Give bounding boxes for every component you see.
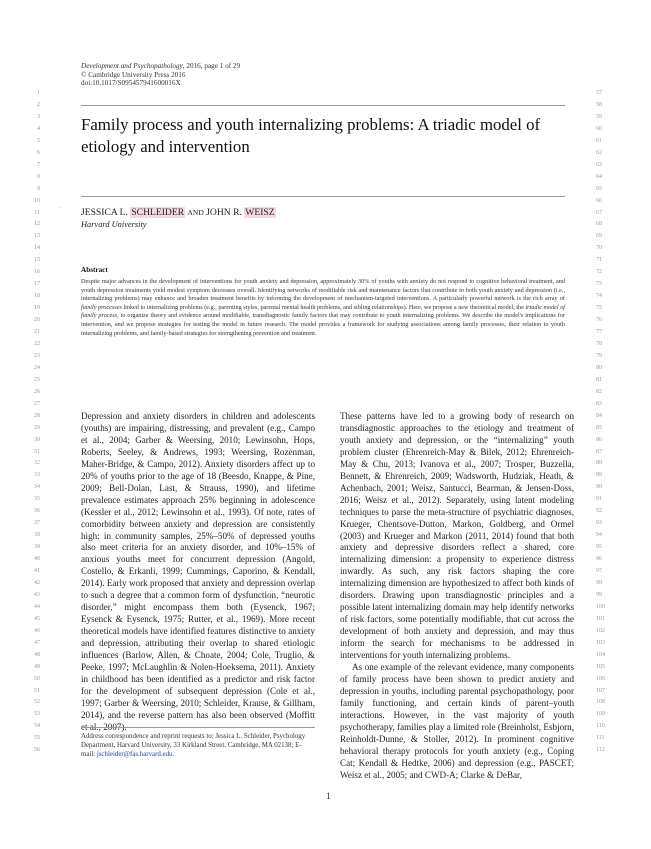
- line-number: 67: [596, 209, 602, 216]
- line-number: 58: [596, 101, 602, 108]
- line-number: 21: [34, 329, 40, 335]
- line-number: 69: [596, 233, 602, 240]
- line-number: 16: [34, 269, 40, 276]
- line-number: 107: [596, 687, 605, 694]
- line-number: 24: [34, 364, 40, 371]
- line-number: 27: [34, 400, 40, 407]
- line-number: 87: [596, 448, 602, 455]
- line-number: 51: [34, 687, 40, 694]
- author2-first: JOHN R.: [206, 207, 242, 218]
- line-number: 92: [596, 508, 602, 515]
- abstract-italic1: family processes: [81, 303, 122, 311]
- line-number: 75: [596, 305, 602, 312]
- line-number: 39: [34, 544, 40, 551]
- author1-first: JESSICA L.: [81, 207, 128, 218]
- body-right-column: [340, 411, 574, 782]
- line-number: 94: [596, 532, 602, 539]
- line-number: 93: [596, 520, 602, 527]
- author-and: AND: [187, 208, 204, 217]
- line-number: 98: [596, 579, 602, 586]
- line-number: 100: [596, 603, 605, 610]
- line-number: 85: [596, 424, 602, 431]
- line-number: 28: [34, 412, 40, 419]
- line-number: 6: [37, 149, 40, 156]
- footnote: [81, 732, 315, 760]
- line-number: 43: [34, 591, 40, 598]
- line-number: 32: [34, 460, 40, 467]
- abstract-italic2: triadic model of family process: [81, 303, 566, 320]
- line-number: 35: [34, 496, 40, 503]
- line-number: 77: [596, 329, 602, 335]
- line-number: 30: [34, 436, 40, 443]
- line-number: 89: [596, 472, 602, 479]
- line-number: 65: [596, 185, 602, 192]
- line-number: 53: [34, 711, 40, 718]
- abstract-heading: Abstract: [81, 266, 108, 274]
- line-number: 96: [596, 556, 602, 563]
- line-number: 112: [596, 747, 605, 754]
- line-number: 73: [596, 281, 602, 288]
- body-left-column: [81, 411, 315, 734]
- body-paragraph: These patterns have led to a growing body of research on transdiagnostic approaches to the etiology and treatment of youth anxiety and depression, or the “internalizing” youth problem cluster (Ehrenreich-May & Bilek, 2012; Ehrenreich-May & Chu, 2013; Ivanova et al., 2007; Trosper, Buzzella, Bennett, & Ehrenreich, 2009; Wadsworth, Hudziak, Heath, & Achenbach, 2001; Weisz, Santucci, Bearman, & Jensen-Doss, 2016; Weisz et al., 2012). Separately, using latent modeling techniques to parse the meta-structure of psychiatric diagnoses, Krueger, Chentsove-Dutton, Markon, Goldberg, and Ormel (2003) and Krueger and Markon (2011, 2014) found that both anxiety and depressive disorders reflect a shared, core internalizing dimension: a propensity to experience distress inwardly. As such, any risk factors shaping the core internalizing dimension are hypothesized to affect both kinds of disorders. Drawing upon transdiagnostic principles and a possible latent internalizing domain may help identify networks of risk factors, some potentially modifiable, that cut across the development of both anxiety and depression, and may thus inform the search for mechanisms to be addressed in interventions for youth internalizing problems.: [340, 411, 574, 661]
- line-number: 38: [34, 532, 40, 539]
- line-number: 48: [34, 651, 40, 658]
- line-number: 10: [34, 197, 40, 204]
- line-number: 80: [596, 364, 602, 371]
- line-number: 74: [596, 293, 602, 300]
- affiliation: Harvard University: [81, 220, 147, 229]
- line-number: 9: [37, 185, 40, 192]
- line-number: 103: [596, 639, 605, 646]
- line-number: 8: [37, 173, 40, 180]
- line-number: 71: [596, 257, 602, 264]
- line-number: 61: [596, 137, 602, 144]
- line-number: 78: [596, 340, 602, 347]
- line-number: 84: [596, 412, 602, 419]
- line-number: 34: [34, 484, 40, 491]
- footnote-text: Address correspondence and reprint requests to: Jessica L. Schleider, Psychology Department, Harvard University, 33 Kirkland Street, Cambridge, MA 02138; E-mail:: [81, 733, 306, 759]
- line-number: 14: [34, 245, 40, 252]
- line-number: 49: [34, 663, 40, 670]
- line-number: 64: [596, 173, 602, 180]
- line-number: 7: [37, 161, 40, 168]
- line-number: 106: [596, 675, 605, 682]
- line-number: 54: [34, 723, 40, 730]
- journal-doi[interactable]: doi:10.1017/S095457941600016X: [81, 79, 181, 88]
- line-number: 50: [34, 675, 40, 682]
- abstract-part3: , to organize theory and evidence around modifiable, transdiagnostic family factors that may contribute to youth internalizing problems. We describe the model's implications for intervention, and we propose strategies for testing the model in future research. The model provides a framework for studying associations among family processes, their relation to youth internalizing problems, and family-based strategies for strengthening prevention and treatment.: [81, 312, 565, 337]
- line-number: 45: [34, 615, 40, 622]
- line-number: 79: [596, 352, 602, 359]
- line-number: 62: [596, 149, 602, 156]
- journal-header: [81, 62, 240, 88]
- line-number: 59: [596, 113, 602, 120]
- line-number: 25: [34, 376, 40, 383]
- journal-copyright: © Cambridge University Press 2016: [81, 70, 186, 79]
- line-number: 13: [34, 233, 40, 240]
- line-number: 33: [34, 472, 40, 479]
- line-number: 18: [34, 293, 40, 300]
- line-number: 20: [34, 317, 40, 324]
- line-number: 55: [34, 735, 40, 742]
- line-number: 42: [34, 579, 40, 586]
- line-number: 41: [34, 568, 40, 574]
- author1-last: SCHLEIDER: [131, 207, 185, 218]
- line-number: 52: [34, 699, 40, 706]
- line-number: 81: [596, 376, 602, 383]
- line-number: 47: [34, 639, 40, 646]
- line-number: 1: [37, 90, 40, 96]
- line-number: 44: [34, 603, 40, 610]
- line-number: 4: [37, 125, 40, 132]
- line-number: 63: [596, 161, 602, 168]
- line-number: 99: [596, 591, 602, 598]
- line-number: 36: [34, 508, 40, 515]
- line-number: 110: [596, 723, 605, 730]
- line-number: 82: [596, 388, 602, 395]
- line-number: 101: [596, 615, 605, 622]
- line-number: 3: [37, 113, 40, 120]
- line-number: 70: [596, 245, 602, 252]
- header-rule: [81, 105, 565, 106]
- line-number: 46: [34, 627, 40, 634]
- line-number: 83: [596, 400, 602, 407]
- line-number: 17: [34, 281, 40, 288]
- line-number: 57: [596, 90, 602, 96]
- line-number: 72: [596, 269, 602, 276]
- abstract-part1: Despite major advances in the development of interventions for youth anxiety and depression, approximately 30% of youths with anxiety do not respond to cognitive behavioral treatment, and youth depression treatments yield modest symptom decreases overall. Identifying networks of modifiable risk and maintenance factors that contribute to both youth anxiety and depression (i.e., internalizing problems) may enhance and broaden treatment benefits by informing the development of mechanism-targeted interventions. A particularly powerful network is the rich array of: [81, 278, 565, 303]
- body-paragraph: As one example of the relevant evidence, many components of family process have been shown to predict anxiety and depression in youths, including parental psychopathology, poor family functioning, and certain kinds of parent–youth interactions. However, in the vast majority of youth psychotherapy, families play a limited role (Breinholst, Esbjorn, Reinholdt-Dunne, & Stoller, 2012). In prominent cognitive behavioral therapy protocols for youth anxiety (e.g., Coping Cat; Kendall & Hedtke, 2006) and depression (e.g., PASCET; Weisz et al., 2005; and CWD-A; Clarke & DeBar,: [340, 662, 574, 780]
- line-number: 37: [34, 520, 40, 527]
- line-number: 19: [34, 305, 40, 312]
- line-number: 5: [37, 137, 40, 144]
- abstract-part2: linked to internalizing problems (e.g., parenting styles, parental mental health problems, and sibling relationships). Here, we propose a new theoretical model, the: [121, 303, 526, 311]
- line-number: 40: [34, 556, 40, 563]
- body-paragraph: Depression and anxiety disorders in children and adolescents (youths) are impairing, distressing, and prevalent (e.g., Campo et al., 2004; Garber & Weersing, 2010; Lewinsohn, Hops, Roberts, Seeley, & Andrews, 1993; Weersing, Rozenman, Maher-Bridge, & Campo, 2012). Anxiety disorders affect up to 20% of youths prior to the age of 18 (Beesdo, Knappe, & Pine, 2009; Bell-Dolan, Last, & Strauss, 1990), and lifetime prevalence estimates approach 25% beginning in adolescence (Kessler et al., 2012; Lewinsohn et al., 1993). Of note, rates of comorbidity between anxiety and depression are consistently high: in community samples, 25%–50% of depressed youths also meet criteria for an anxiety disorder, and 10%–15% of anxious youths meet for concurrent depression (Angold, Costello, & Erkanli, 1999; Cummings, Caporino, & Kendall, 2014). Early work proposed that anxiety and depression overlap to such a degree that a common form of dysfunction, “neurotic disorder,” might encompass them both (Eysenck, 1967; Eysenck & Eysenck, 1975; Rutter, et al., 1969). More recent theoretical models have identified features distinctive to anxiety and depression, attributing their overlap to shared etiologic influences (Barlow, Allen, & Choate, 2004; Cole, Truglio, & Peeke, 1997; McLaughlin & Nolen-Hoeksema, 2011). Anxiety in childhood has been identified as a predictor and risk factor for the development of subsequent depression (Cole et al., 1997; Garber & Weersing, 2010; Schleider, Krause, & Gillham, 2014), and the reverse pattern has also been observed (Moffitt et al., 2007).: [81, 411, 315, 732]
- line-number: 91: [596, 496, 602, 503]
- article-title: Family process and youth internalizing problems: A triadic model of etiology and intervention: [81, 115, 541, 156]
- line-number: 31: [34, 448, 40, 455]
- line-number: 26: [34, 388, 40, 395]
- line-number: 60: [596, 125, 602, 132]
- line-number: 68: [596, 221, 602, 228]
- line-number: 66: [596, 197, 602, 204]
- line-number: 88: [596, 460, 602, 467]
- line-number: 86: [596, 436, 602, 443]
- line-number: 97: [596, 568, 602, 574]
- line-number: 109: [596, 711, 605, 718]
- line-number: 22: [34, 340, 40, 347]
- journal-name: Development and Psychopathology: [81, 62, 183, 70]
- line-number: 95: [596, 544, 602, 551]
- line-number: 2: [37, 101, 40, 108]
- line-number: 15: [34, 257, 40, 264]
- journal-issue: , 2016, page 1 of 29: [182, 62, 241, 70]
- abstract-text: [81, 278, 565, 338]
- line-number: 108: [596, 699, 605, 706]
- footnote-end: .: [172, 751, 175, 759]
- line-number: 105: [596, 663, 605, 670]
- line-number: 104: [596, 651, 605, 658]
- line-number: 29: [34, 424, 40, 431]
- author-line: [81, 207, 276, 218]
- line-number: 111: [596, 735, 605, 742]
- line-number: 23: [34, 352, 40, 359]
- margin-mark: ': [60, 207, 62, 213]
- line-number: 102: [596, 627, 605, 634]
- author2-last: WEISZ: [245, 207, 275, 218]
- line-number: 11: [34, 209, 40, 216]
- footnote-email-link[interactable]: jschleider@fas.harvard.edu: [96, 751, 173, 759]
- page-number: 1: [326, 791, 331, 801]
- line-number: 12: [34, 221, 40, 228]
- line-number: 90: [596, 484, 602, 491]
- title-rule: [81, 196, 565, 197]
- line-number: 56: [34, 747, 40, 754]
- footnote-rule: [81, 727, 315, 728]
- line-number: 76: [596, 317, 602, 324]
